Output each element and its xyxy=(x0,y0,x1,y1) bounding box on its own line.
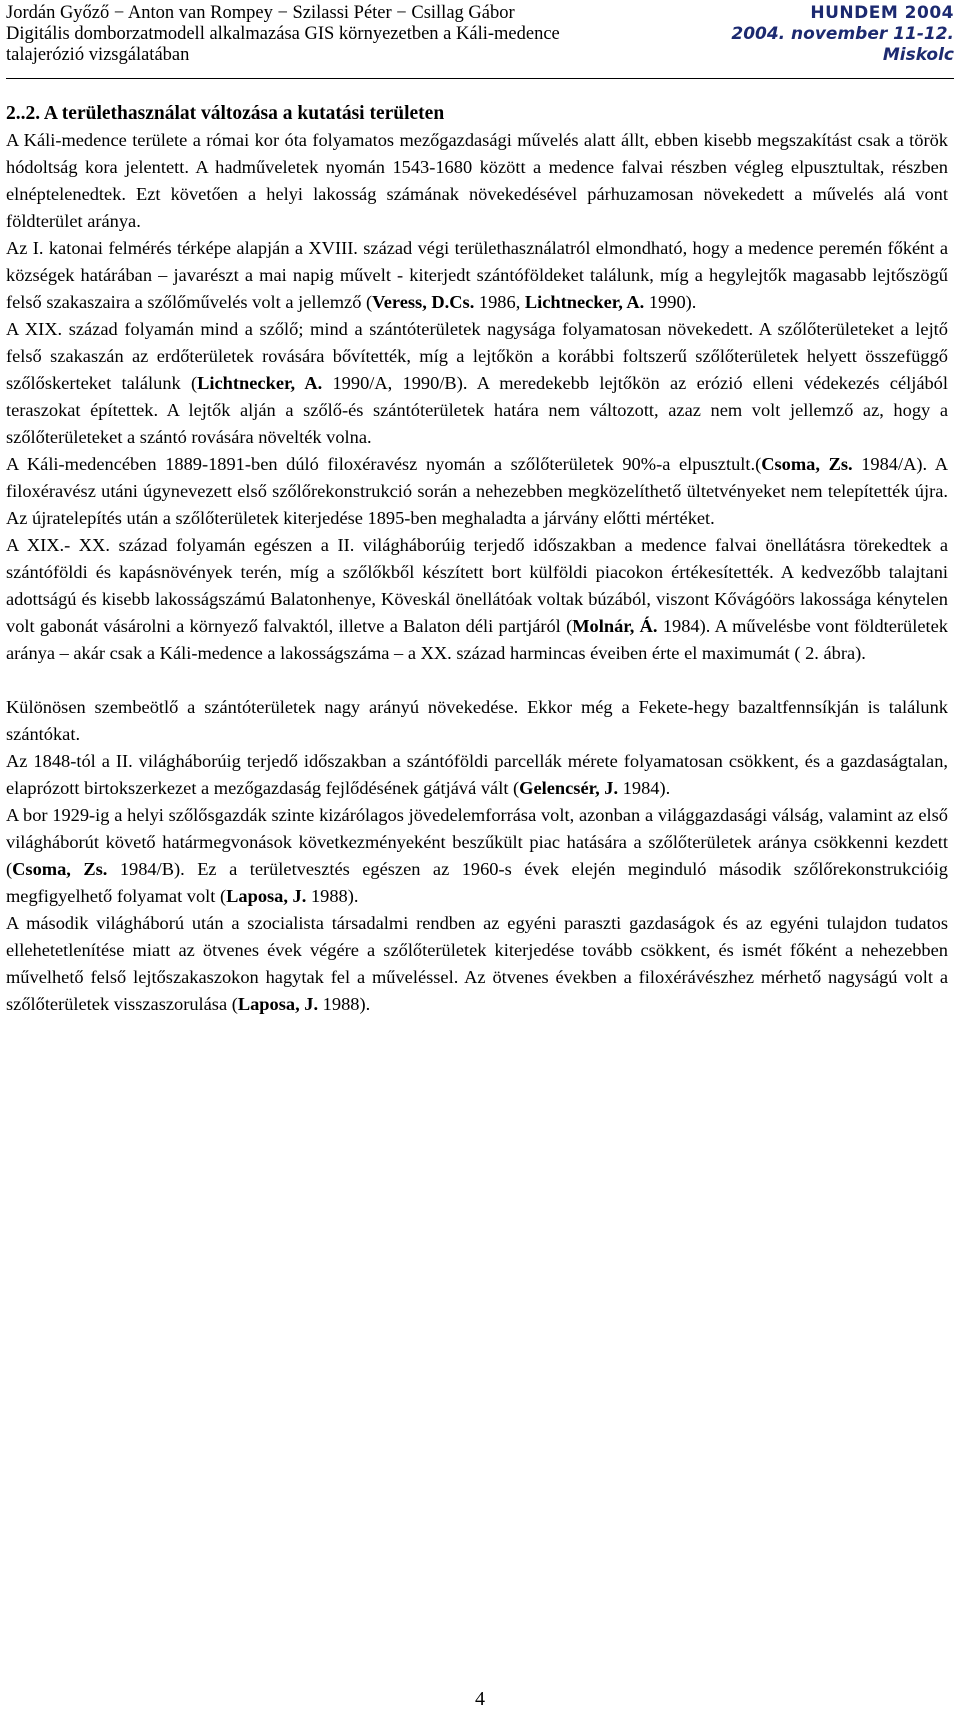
paragraph-text: 1984/A). A filoxéravész utáni úgynevezett első szőlőrekonstrukció során a nehezebben megközelíthető ültetvényeket nem telepítették újra. Az újratelepítés után a szőlőterületek kiterjedése 1895-ben meghaladta a járvány előtti mértéket. xyxy=(6,454,948,528)
page-header xyxy=(6,0,954,79)
paragraph-text: A bor 1929-ig a helyi szőlősgazdák szinte kizárólagos jövedelemforrása volt, azonban a világgazdasági válság, valamint az első világháborút követő határmegvonások következményeként beszűkült piac hatására a szőlőterületek aránya csökkenni kezdett ( xyxy=(6,805,948,879)
citation-author: Csoma, Zs. xyxy=(761,454,853,474)
paragraph-text: 1984/B). Ez a területvesztés egészen az 1960-s évek elején meginduló második szőlőrekonstrukcióig megfigyelhető folyamat volt ( xyxy=(6,859,948,906)
conference-place: Miskolc xyxy=(882,45,954,65)
paragraph-text: A XIX. század folyamán mind a szőlő; mind a szántóterületek nagysága folyamatosan növekedett. A szőlőterületeket a lejtő felső szakaszán az erdőterületek rovására bővítették, míg a lejtőkön a korábbi foltszerű szőlőterületek helyett összefüggő szőlőskerteket találunk ( xyxy=(6,319,948,393)
paragraph-text: Az 1848-tól a II. világháborúig terjedő időszakban a szántóföldi parcellák mérete folyamatosan csökkent, és a gazdaságtalan, elaprózott birtokszerkezet a mezőgazdaság fejlődésének gátjává vált ( xyxy=(6,751,948,798)
citation-author: Laposa, J. xyxy=(237,994,319,1014)
main-text xyxy=(6,100,948,1018)
paragraph-text: 1990). xyxy=(644,292,697,312)
paragraph xyxy=(6,316,948,451)
paragraph-text: 1988). xyxy=(318,994,371,1014)
paragraph xyxy=(6,694,948,748)
section-heading: 2..2. A területhasználat változása a kutatási területen xyxy=(6,103,445,124)
paragraph-text: 1986, xyxy=(474,292,525,312)
paragraph xyxy=(6,235,948,316)
paragraph xyxy=(6,748,948,802)
page-number: 4 xyxy=(475,1688,485,1710)
citation-author: Veress, D.Cs. xyxy=(372,292,475,312)
paragraph-text: A XIX.- XX. század folyamán egészen a II. világháborúig terjedő időszakban a medence falvai önellátásra törekedtek a szántóföldi és kapásnövények terén, míg a szőlőkből készített bort külföldi piacokon értékesítették. A kedvezőbb talajtani adottságú és kisebb lakosságszámú Balatonhenye, Köveskál önellátóak voltak búzából, viszont Kővágóörs lakossága kénytelen volt gabonát vásárolni a környező falvaktól, illetve a Balaton déli partjáról ( xyxy=(6,535,948,636)
paragraph xyxy=(6,451,948,532)
paragraph-text: Az I. katonai felmérés térképe alapján a XVIII. század végi területhasználatról elmondható, hogy a medence peremén főként a községek határában – javarészt a mai napig művelt - kiterjedt szántóföldeket találunk, míg a hegylejtők magasabb lejtőszögű felső szakaszaira a szőlőművelés volt a jellemző ( xyxy=(6,238,948,312)
paragraph xyxy=(6,802,948,910)
citation-author: Csoma, Zs. xyxy=(12,859,108,879)
paragraph-text: 1984). xyxy=(618,778,671,798)
conference-date: 2004. november 11-12. xyxy=(731,24,954,44)
paragraph-text: Különösen szembeötlő a szántóterületek nagy arányú növekedése. Ekkor még a Fekete-hegy bazaltfennsíkján is találunk szántókat. xyxy=(6,697,948,744)
paragraph-text: 1990/A, 1990/B). A meredekebb lejtőkön az erózió elleni védekezés céljából teraszokat építettek. A lejtők alján a szőlő-és szántóterületek határa nem változott, azaz nem volt jellemző az, hogy a szőlőterületeket a szántó rovására növelték volna. xyxy=(6,373,948,447)
paragraph-text: A Káli-medencében 1889-1891-ben dúló filoxéravész nyomán a szőlőterületek 90%-a elpusztult.( xyxy=(6,454,762,474)
paragraph-text: A Káli-medence területe a római kor óta folyamatos mezőgazdasági művelés alatt állt, ebben kisebb megszakítást csak a török hódoltság kora jelentett. A hadműveletek nyomán 1543-1680 között a medence falvai részben végleg elpusztultak, részben elnéptelenedtek. Ezt követően a helyi lakosság számának növekedésével párhuzamosan növekedett a művelés alá vont földterület aránya. xyxy=(6,130,948,231)
citation-author: Lichtnecker, A. xyxy=(197,373,323,393)
citation-author: Laposa, J. xyxy=(226,886,307,906)
paragraph xyxy=(6,127,948,235)
header-authors-title xyxy=(6,3,560,66)
header-conference xyxy=(731,3,954,66)
conference-name: HUNDEM 2004 xyxy=(810,3,954,23)
paragraph-list xyxy=(6,127,948,1018)
header-title-line-1: Digitális domborzatmodell alkalmazása GIS környezetben a Káli-medence xyxy=(6,24,560,44)
citation-author: Lichtnecker, A. xyxy=(524,292,645,312)
header-authors: Jordán Győző − Anton van Rompey − Szilassi Péter − Csillag Gábor xyxy=(6,3,515,23)
paragraph-text: 1988). xyxy=(306,886,359,906)
citation-author: Gelencsér, J. xyxy=(519,778,619,798)
header-title-line-2: talajerózió vizsgálatában xyxy=(6,45,190,65)
paragraph-text: A második világháború után a szocialista társadalmi rendben az egyéni paraszti gazdaságok és az egyéni tulajdon tudatos ellehetetlenítése miatt az ötvenes évek végére a szőlőterületek kiterjedése tovább csökkent, és ismét főként a nehezebben művelhető felső lejtőszakaszokon hagytak fel a műveléssel. Az ötvenes években a filoxérávészhez mérhető nagyságú volt a szőlőterületek visszaszorulása ( xyxy=(6,913,948,1014)
citation-author: Molnár, Á. xyxy=(572,616,658,636)
paragraph-text: 1984). A művelésbe vont földterületek aránya – akár csak a Káli-medence a lakosságszáma – a XX. század harmincas éveiben érte el maximumát ( 2. ábra). xyxy=(6,616,948,663)
paragraph xyxy=(6,532,948,667)
paragraph xyxy=(6,910,948,1018)
